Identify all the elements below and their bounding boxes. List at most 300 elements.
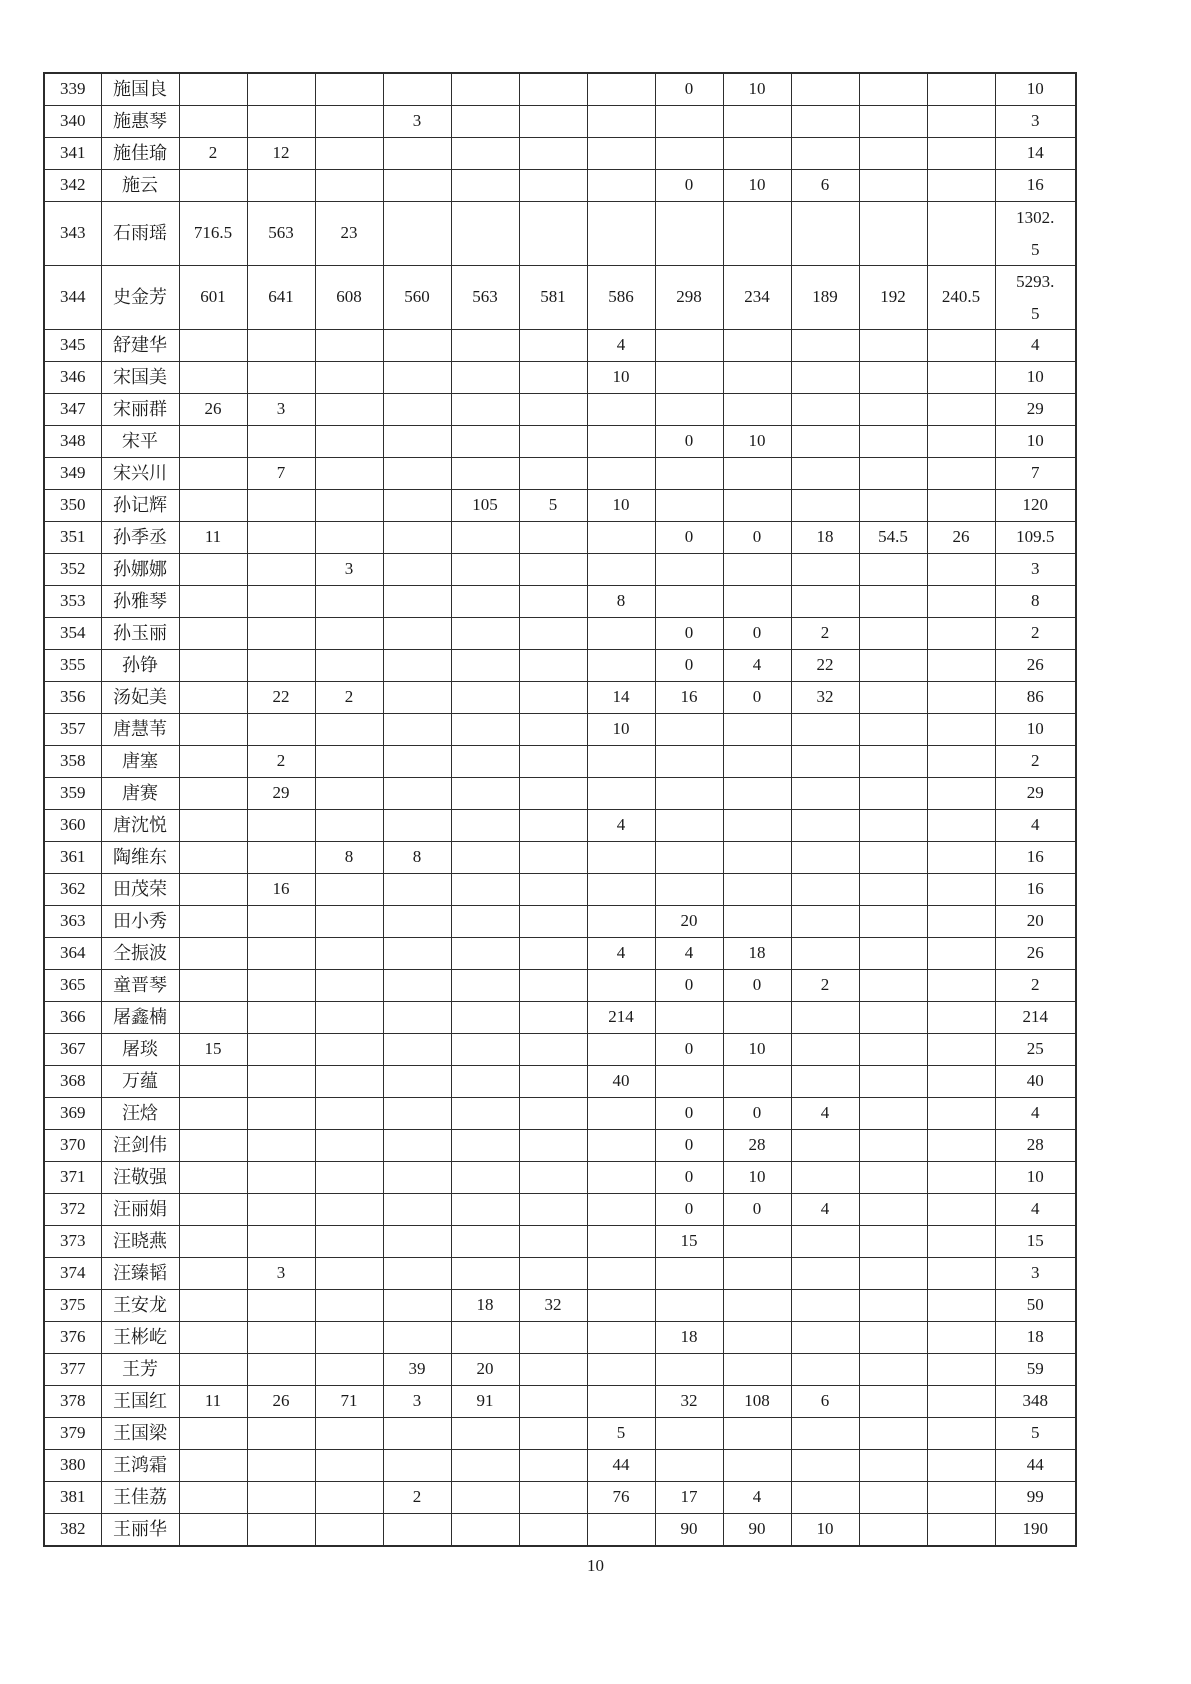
name-cell: 王国梁 [101, 1418, 179, 1450]
value-cell [655, 138, 723, 170]
value-cell [859, 874, 927, 906]
name-cell: 史金芳 [101, 266, 179, 330]
value-cell [791, 1258, 859, 1290]
name-cell: 唐塞 [101, 746, 179, 778]
value-cell [723, 1258, 791, 1290]
value-cell [383, 650, 451, 682]
value-cell: 0 [723, 682, 791, 714]
value-cell [315, 1162, 383, 1194]
value-cell [655, 330, 723, 362]
value-cell [179, 1418, 247, 1450]
value-cell [859, 138, 927, 170]
total-cell: 28 [995, 1130, 1076, 1162]
value-cell: 11 [179, 522, 247, 554]
value-cell [179, 1450, 247, 1482]
value-cell [247, 426, 315, 458]
value-cell: 3 [247, 1258, 315, 1290]
value-cell: 20 [451, 1354, 519, 1386]
table-row [44, 554, 1076, 586]
value-cell [927, 426, 995, 458]
name-cell: 陶维东 [101, 842, 179, 874]
value-cell [383, 906, 451, 938]
value-cell [519, 1034, 587, 1066]
value-cell [315, 330, 383, 362]
value-cell [723, 554, 791, 586]
value-cell: 39 [383, 1354, 451, 1386]
value-cell [927, 554, 995, 586]
row-index: 362 [44, 874, 101, 906]
table-row [44, 1130, 1076, 1162]
value-cell [179, 73, 247, 106]
value-cell [859, 970, 927, 1002]
value-cell [247, 1034, 315, 1066]
value-cell [655, 586, 723, 618]
table-row [44, 330, 1076, 362]
value-cell [519, 1002, 587, 1034]
value-cell [859, 1098, 927, 1130]
name-cell: 汪丽娟 [101, 1194, 179, 1226]
row-index: 371 [44, 1162, 101, 1194]
row-index: 366 [44, 1002, 101, 1034]
value-cell [519, 650, 587, 682]
value-cell [315, 810, 383, 842]
total-cell: 3 [995, 106, 1076, 138]
value-cell [927, 394, 995, 426]
value-cell [383, 714, 451, 746]
value-cell [383, 202, 451, 266]
value-cell: 0 [655, 1034, 723, 1066]
value-cell [791, 458, 859, 490]
row-index: 381 [44, 1482, 101, 1514]
value-cell [179, 1098, 247, 1130]
value-cell [655, 1002, 723, 1034]
table-row [44, 522, 1076, 554]
value-cell [723, 362, 791, 394]
row-index: 354 [44, 618, 101, 650]
value-cell [859, 778, 927, 810]
name-cell: 汪敬强 [101, 1162, 179, 1194]
value-cell [859, 330, 927, 362]
name-cell: 王彬屹 [101, 1322, 179, 1354]
row-index: 361 [44, 842, 101, 874]
value-cell [383, 1034, 451, 1066]
value-cell [179, 714, 247, 746]
row-index: 348 [44, 426, 101, 458]
value-cell [315, 650, 383, 682]
name-cell: 孙雅琴 [101, 586, 179, 618]
value-cell [383, 874, 451, 906]
row-index: 363 [44, 906, 101, 938]
value-cell [179, 906, 247, 938]
value-cell [179, 490, 247, 522]
value-cell [451, 554, 519, 586]
table-row [44, 970, 1076, 1002]
row-index: 382 [44, 1514, 101, 1547]
value-cell [315, 1034, 383, 1066]
value-cell [451, 458, 519, 490]
value-cell [451, 138, 519, 170]
value-cell [927, 1162, 995, 1194]
value-cell [179, 682, 247, 714]
value-cell [587, 874, 655, 906]
total-cell: 348 [995, 1386, 1076, 1418]
value-cell [247, 714, 315, 746]
value-cell [383, 458, 451, 490]
name-cell: 舒建华 [101, 330, 179, 362]
value-cell [927, 618, 995, 650]
value-cell [451, 1514, 519, 1547]
value-cell: 18 [655, 1322, 723, 1354]
value-cell: 5 [587, 1418, 655, 1450]
value-cell: 4 [587, 938, 655, 970]
value-cell [927, 1258, 995, 1290]
value-cell [383, 1322, 451, 1354]
row-index: 369 [44, 1098, 101, 1130]
table-row [44, 73, 1076, 106]
value-cell [587, 1354, 655, 1386]
value-cell: 0 [655, 618, 723, 650]
value-cell [247, 73, 315, 106]
value-cell [383, 170, 451, 202]
value-cell: 7 [247, 458, 315, 490]
value-cell [451, 1034, 519, 1066]
value-cell: 0 [655, 1130, 723, 1162]
total-cell: 10 [995, 714, 1076, 746]
value-cell [247, 650, 315, 682]
value-cell [451, 394, 519, 426]
value-cell: 10 [723, 1034, 791, 1066]
value-cell [519, 522, 587, 554]
value-cell [723, 746, 791, 778]
table-row [44, 714, 1076, 746]
value-cell [723, 1450, 791, 1482]
value-cell: 71 [315, 1386, 383, 1418]
value-cell [859, 458, 927, 490]
value-cell [383, 1450, 451, 1482]
value-cell [655, 842, 723, 874]
value-cell [451, 1418, 519, 1450]
value-cell [927, 1098, 995, 1130]
value-cell [247, 1514, 315, 1547]
value-cell [723, 778, 791, 810]
value-cell [179, 106, 247, 138]
total-cell: 16 [995, 874, 1076, 906]
value-cell: 20 [655, 906, 723, 938]
value-cell [859, 842, 927, 874]
value-cell [519, 1066, 587, 1098]
value-cell [859, 1322, 927, 1354]
value-cell: 32 [519, 1290, 587, 1322]
value-cell [519, 362, 587, 394]
name-cell: 田茂荣 [101, 874, 179, 906]
value-cell [655, 1418, 723, 1450]
row-index: 345 [44, 330, 101, 362]
table-row [44, 394, 1076, 426]
table-row [44, 778, 1076, 810]
table-row [44, 1098, 1076, 1130]
value-cell [315, 138, 383, 170]
value-cell: 8 [587, 586, 655, 618]
value-cell [859, 810, 927, 842]
value-cell [587, 1290, 655, 1322]
value-cell [791, 842, 859, 874]
value-cell [859, 202, 927, 266]
value-cell [519, 1386, 587, 1418]
value-cell: 16 [655, 682, 723, 714]
value-cell [315, 426, 383, 458]
value-cell [383, 778, 451, 810]
value-cell [519, 394, 587, 426]
value-cell [791, 938, 859, 970]
value-cell [451, 1450, 519, 1482]
value-cell [791, 1034, 859, 1066]
value-cell [451, 1226, 519, 1258]
total-cell: 5 [995, 1418, 1076, 1450]
value-cell [587, 1162, 655, 1194]
value-cell [655, 746, 723, 778]
value-cell: 16 [247, 874, 315, 906]
value-cell: 10 [723, 73, 791, 106]
value-cell: 32 [655, 1386, 723, 1418]
value-cell [791, 1450, 859, 1482]
row-index: 352 [44, 554, 101, 586]
value-cell: 560 [383, 266, 451, 330]
value-cell: 90 [655, 1514, 723, 1547]
value-cell [247, 842, 315, 874]
value-cell [315, 522, 383, 554]
row-index: 349 [44, 458, 101, 490]
total-cell: 4 [995, 810, 1076, 842]
value-cell: 240.5 [927, 266, 995, 330]
value-cell [927, 1450, 995, 1482]
value-cell [383, 1162, 451, 1194]
value-cell: 192 [859, 266, 927, 330]
table-row [44, 426, 1076, 458]
value-cell [247, 1482, 315, 1514]
value-cell [315, 970, 383, 1002]
value-cell [315, 1450, 383, 1482]
value-cell: 40 [587, 1066, 655, 1098]
total-value-wrapped: 5293.5 [1016, 272, 1055, 323]
value-cell [927, 778, 995, 810]
value-cell [451, 874, 519, 906]
value-cell: 54.5 [859, 522, 927, 554]
value-cell: 90 [723, 1514, 791, 1547]
value-cell [519, 1418, 587, 1450]
name-cell: 汤妃美 [101, 682, 179, 714]
value-cell: 10 [587, 490, 655, 522]
value-cell [315, 1002, 383, 1034]
value-cell [655, 490, 723, 522]
value-cell [791, 554, 859, 586]
value-cell [179, 170, 247, 202]
value-cell: 18 [723, 938, 791, 970]
value-cell: 10 [587, 714, 655, 746]
value-cell [383, 394, 451, 426]
value-cell [383, 682, 451, 714]
value-cell: 8 [383, 842, 451, 874]
value-cell [927, 682, 995, 714]
value-cell: 4 [587, 330, 655, 362]
value-cell [519, 1226, 587, 1258]
name-cell: 宋平 [101, 426, 179, 458]
value-cell: 0 [655, 1162, 723, 1194]
value-cell [451, 810, 519, 842]
value-cell: 2 [247, 746, 315, 778]
value-cell [247, 106, 315, 138]
value-cell [927, 138, 995, 170]
total-cell: 14 [995, 138, 1076, 170]
value-cell [519, 106, 587, 138]
value-cell: 26 [179, 394, 247, 426]
total-cell: 29 [995, 394, 1076, 426]
value-cell: 10 [587, 362, 655, 394]
value-cell [587, 1226, 655, 1258]
value-cell [451, 426, 519, 458]
table-row [44, 1258, 1076, 1290]
value-cell [179, 618, 247, 650]
value-cell [859, 394, 927, 426]
value-cell [451, 330, 519, 362]
value-cell: 234 [723, 266, 791, 330]
value-cell [179, 1066, 247, 1098]
value-cell [179, 874, 247, 906]
value-cell [791, 1226, 859, 1258]
value-cell [247, 1066, 315, 1098]
value-cell [927, 746, 995, 778]
value-cell [247, 1194, 315, 1226]
value-cell [315, 714, 383, 746]
value-cell [315, 874, 383, 906]
value-cell [859, 1226, 927, 1258]
value-cell [247, 1098, 315, 1130]
row-index: 374 [44, 1258, 101, 1290]
value-cell [859, 714, 927, 746]
value-cell: 0 [655, 970, 723, 1002]
row-index: 339 [44, 73, 101, 106]
value-cell [723, 1418, 791, 1450]
value-cell [383, 1258, 451, 1290]
name-cell: 孙记辉 [101, 490, 179, 522]
name-cell: 唐沈悦 [101, 810, 179, 842]
value-cell [587, 746, 655, 778]
row-index: 380 [44, 1450, 101, 1482]
table-row [44, 938, 1076, 970]
value-cell [519, 426, 587, 458]
value-cell [519, 138, 587, 170]
total-cell: 190 [995, 1514, 1076, 1547]
value-cell [587, 1098, 655, 1130]
value-cell [247, 938, 315, 970]
value-cell [315, 1194, 383, 1226]
value-cell [519, 970, 587, 1002]
value-cell: 0 [723, 1098, 791, 1130]
value-cell [723, 138, 791, 170]
value-cell [179, 938, 247, 970]
value-cell [791, 746, 859, 778]
value-cell: 6 [791, 170, 859, 202]
value-cell: 0 [723, 970, 791, 1002]
value-cell [927, 1066, 995, 1098]
total-cell: 4 [995, 1194, 1076, 1226]
table-row [44, 106, 1076, 138]
value-cell: 3 [383, 106, 451, 138]
value-cell: 14 [587, 682, 655, 714]
value-cell [247, 554, 315, 586]
value-cell: 17 [655, 1482, 723, 1514]
table-row [44, 1418, 1076, 1450]
row-index: 355 [44, 650, 101, 682]
value-cell [179, 778, 247, 810]
value-cell: 108 [723, 1386, 791, 1418]
table-row [44, 458, 1076, 490]
value-cell [179, 1130, 247, 1162]
value-cell: 10 [723, 170, 791, 202]
value-cell [247, 1418, 315, 1450]
value-cell: 2 [791, 618, 859, 650]
value-cell [859, 1066, 927, 1098]
value-cell [859, 938, 927, 970]
value-cell [383, 1002, 451, 1034]
value-cell: 15 [655, 1226, 723, 1258]
total-cell: 50 [995, 1290, 1076, 1322]
value-cell: 2 [383, 1482, 451, 1514]
value-cell: 10 [723, 1162, 791, 1194]
table-row [44, 170, 1076, 202]
value-cell [519, 1194, 587, 1226]
value-cell [519, 1514, 587, 1547]
value-cell [383, 586, 451, 618]
value-cell [587, 458, 655, 490]
value-cell [859, 906, 927, 938]
row-index: 351 [44, 522, 101, 554]
row-index: 370 [44, 1130, 101, 1162]
table-row [44, 138, 1076, 170]
value-cell [451, 1066, 519, 1098]
value-cell [859, 1450, 927, 1482]
value-cell [315, 362, 383, 394]
row-index: 356 [44, 682, 101, 714]
value-cell [587, 1386, 655, 1418]
value-cell [315, 73, 383, 106]
value-cell: 15 [179, 1034, 247, 1066]
value-cell [519, 906, 587, 938]
value-cell [179, 362, 247, 394]
total-cell: 29 [995, 778, 1076, 810]
value-cell [519, 1322, 587, 1354]
row-index: 340 [44, 106, 101, 138]
value-cell [791, 106, 859, 138]
value-cell: 641 [247, 266, 315, 330]
value-cell [859, 1130, 927, 1162]
value-cell [655, 202, 723, 266]
row-index: 359 [44, 778, 101, 810]
value-cell [179, 1354, 247, 1386]
value-cell [859, 1002, 927, 1034]
value-cell [859, 586, 927, 618]
value-cell: 586 [587, 266, 655, 330]
total-cell: 40 [995, 1066, 1076, 1098]
value-cell: 4 [655, 938, 723, 970]
table-row [44, 842, 1076, 874]
value-cell: 0 [723, 522, 791, 554]
value-cell [655, 874, 723, 906]
value-cell [247, 1002, 315, 1034]
value-cell [383, 426, 451, 458]
value-cell [587, 618, 655, 650]
value-cell [791, 73, 859, 106]
total-cell: 4 [995, 1098, 1076, 1130]
